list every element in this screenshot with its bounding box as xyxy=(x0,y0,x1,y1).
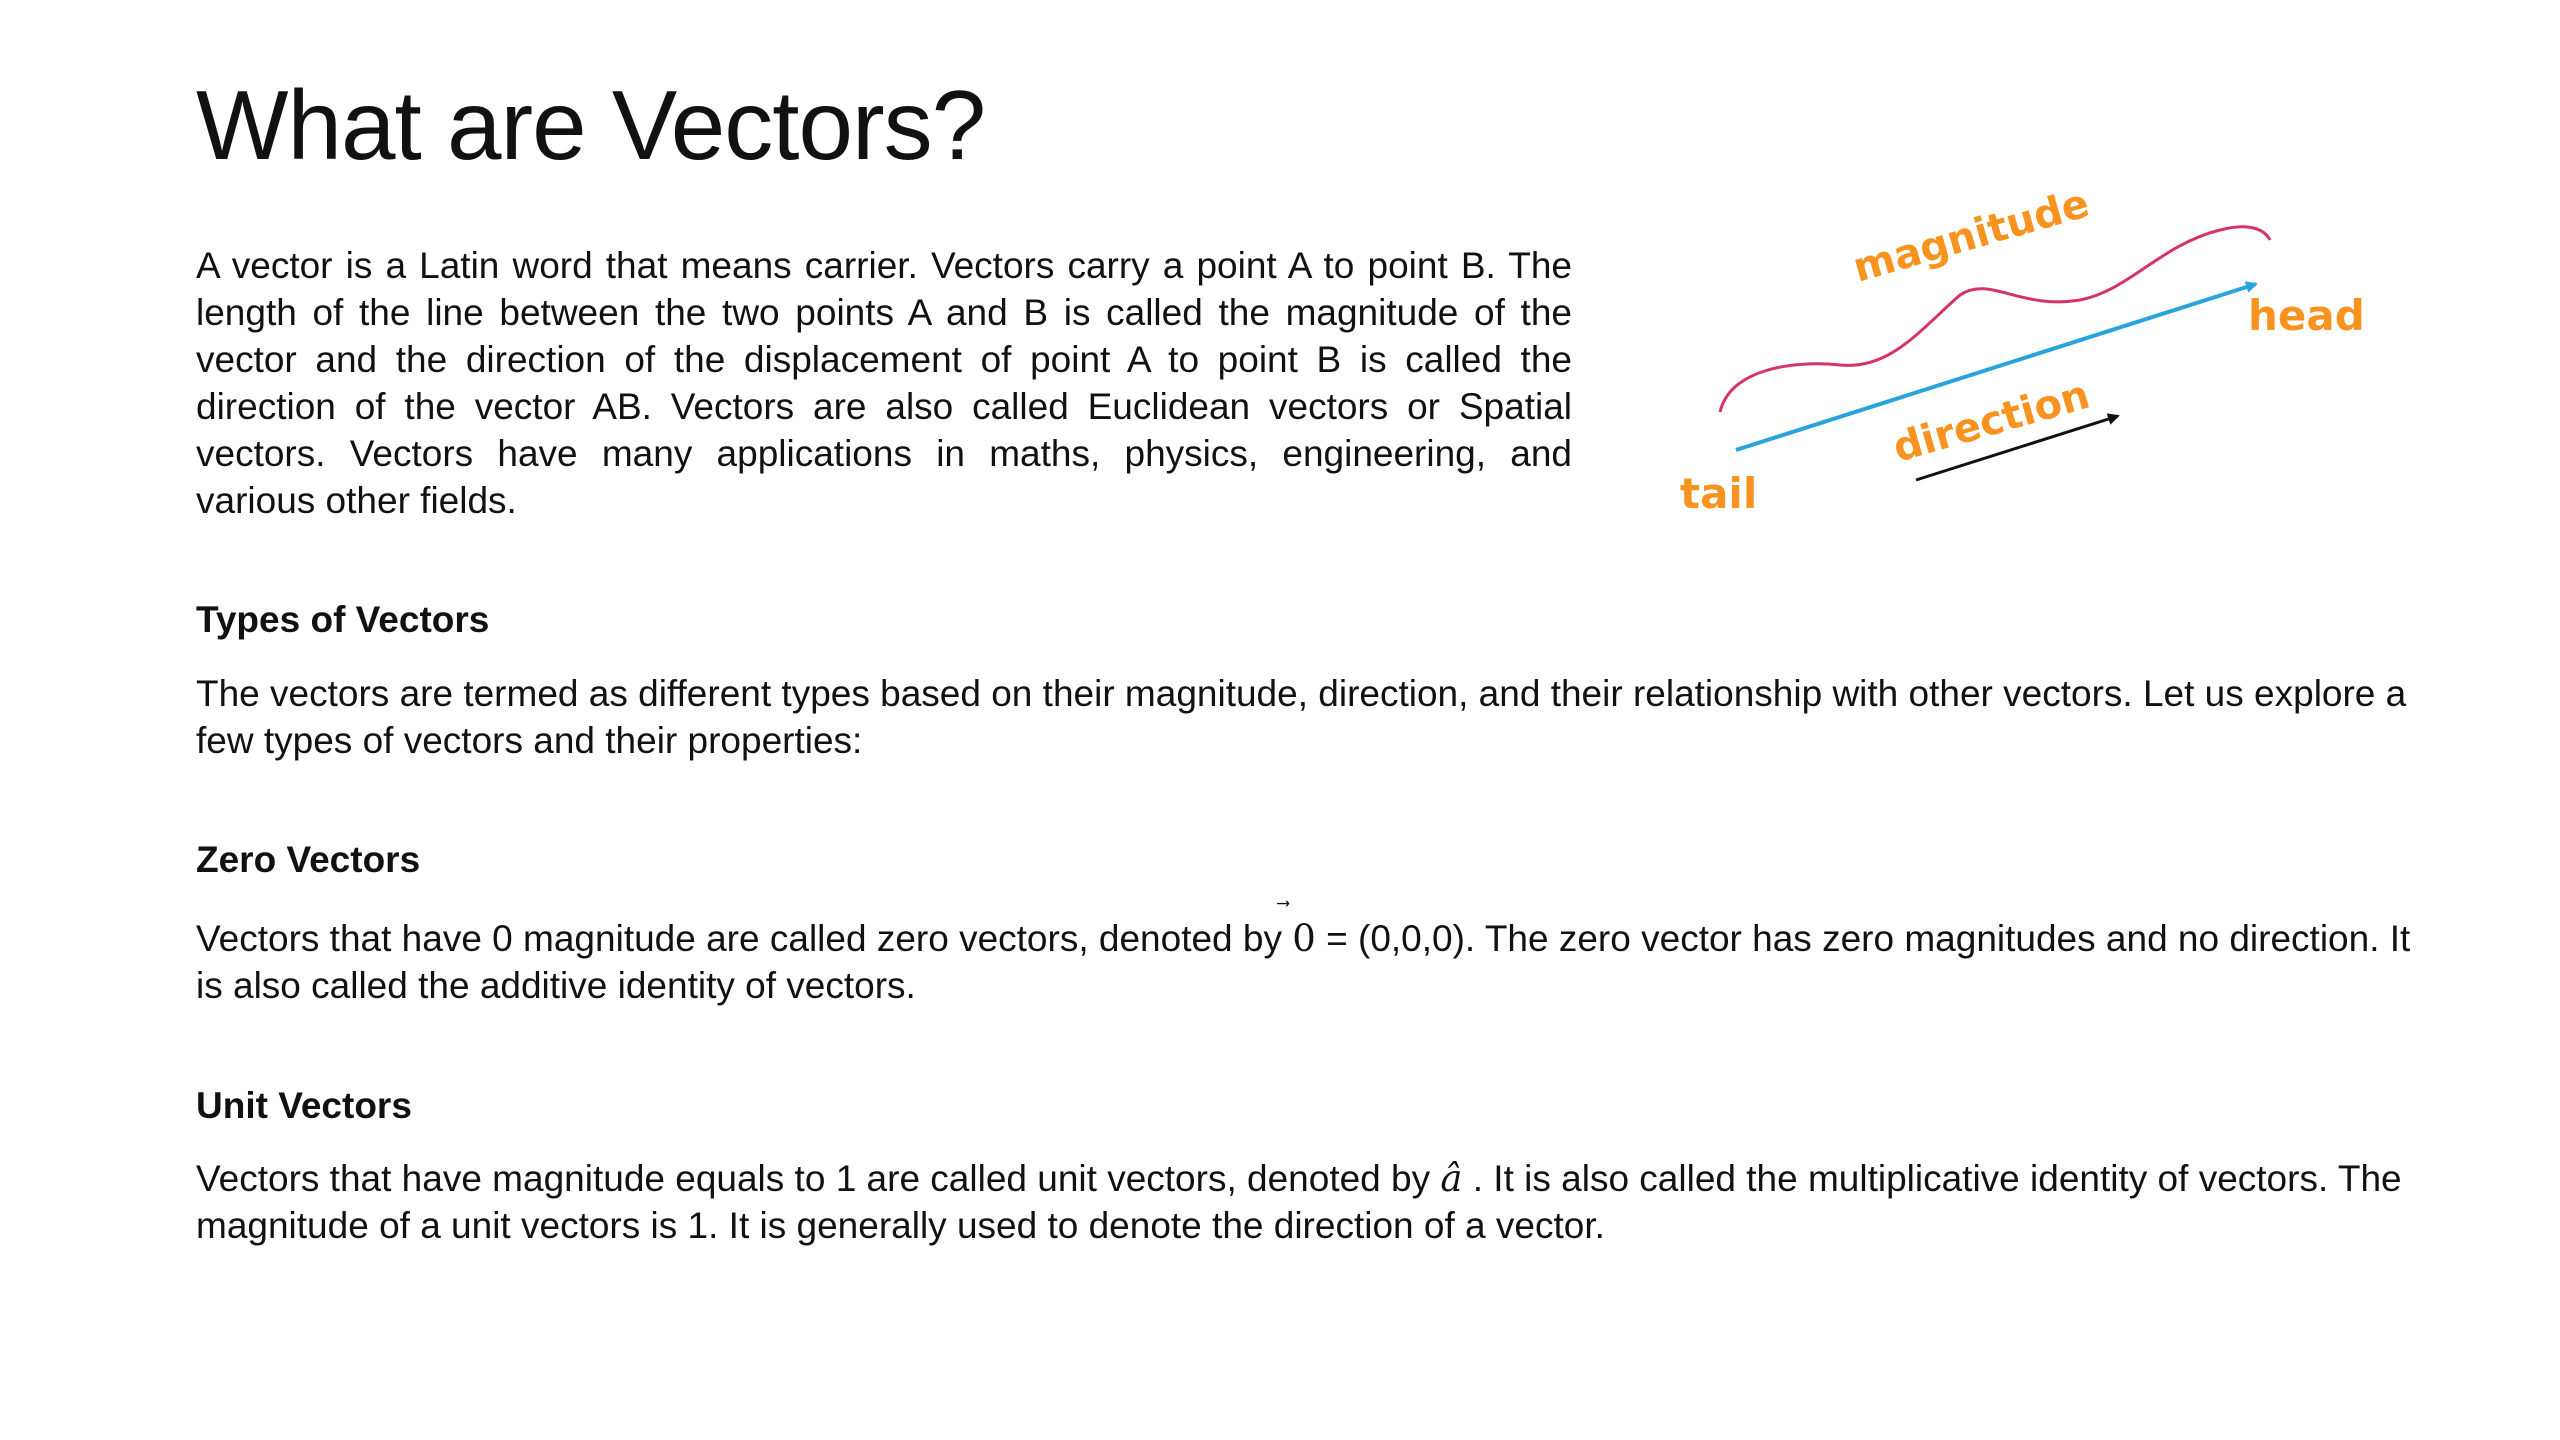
zero-vectors-text xyxy=(196,915,2426,1009)
tail-label: tail xyxy=(1680,469,1758,518)
magnitude-label: magnitude xyxy=(1848,180,2095,292)
zero-vectors-heading: Zero Vectors xyxy=(196,839,421,880)
zero-text-before: Vectors that have 0 magnitude are called zero vectors, denoted by xyxy=(196,918,1293,959)
direction-label: direction xyxy=(1888,371,2095,472)
unit-vector-symbol: â xyxy=(1440,1157,1463,1200)
head-label: head xyxy=(2248,291,2365,340)
magnitude-curve xyxy=(1720,227,2270,412)
types-text: The vectors are termed as different types based on their magnitude, direction, and their relationship with other vectors. Let us explore a few types of vectors and their properties: xyxy=(196,673,2407,761)
page-title: What are Vectors? xyxy=(196,70,986,180)
types-heading: Types of Vectors xyxy=(196,599,490,640)
intro-paragraph: A vector is a Latin word that means carrier. Vectors carry a point A to point B. The length of the line between the two points A and B is called the magnitude of the vector and the direction of the displacement of point A to point B is called the direction of the vector AB. Vectors are also called Euclidean vectors or Spatial vectors. Vectors have many applications in maths, physics, engineering, and various other fields. xyxy=(196,245,1572,521)
zero-text-after: = (0,0,0). The zero vector has zero magnitudes and no direction. It is also called the additive identity of vectors. xyxy=(196,918,2411,1006)
vector-diagram xyxy=(1660,160,2420,540)
unit-vectors-heading: Unit Vectors xyxy=(196,1085,412,1126)
unit-vectors-text xyxy=(196,1155,2426,1249)
unit-text-before: Vectors that have magnitude equals to 1 are called unit vectors, denoted by xyxy=(196,1158,1441,1199)
zero-vector-symbol: 0 xyxy=(1292,917,1316,960)
unit-text-after: . It is also called the multiplicative identity of vectors. The magnitude of a unit vectors is 1. It is generally used to denote the direction of a vector. xyxy=(196,1158,2402,1246)
